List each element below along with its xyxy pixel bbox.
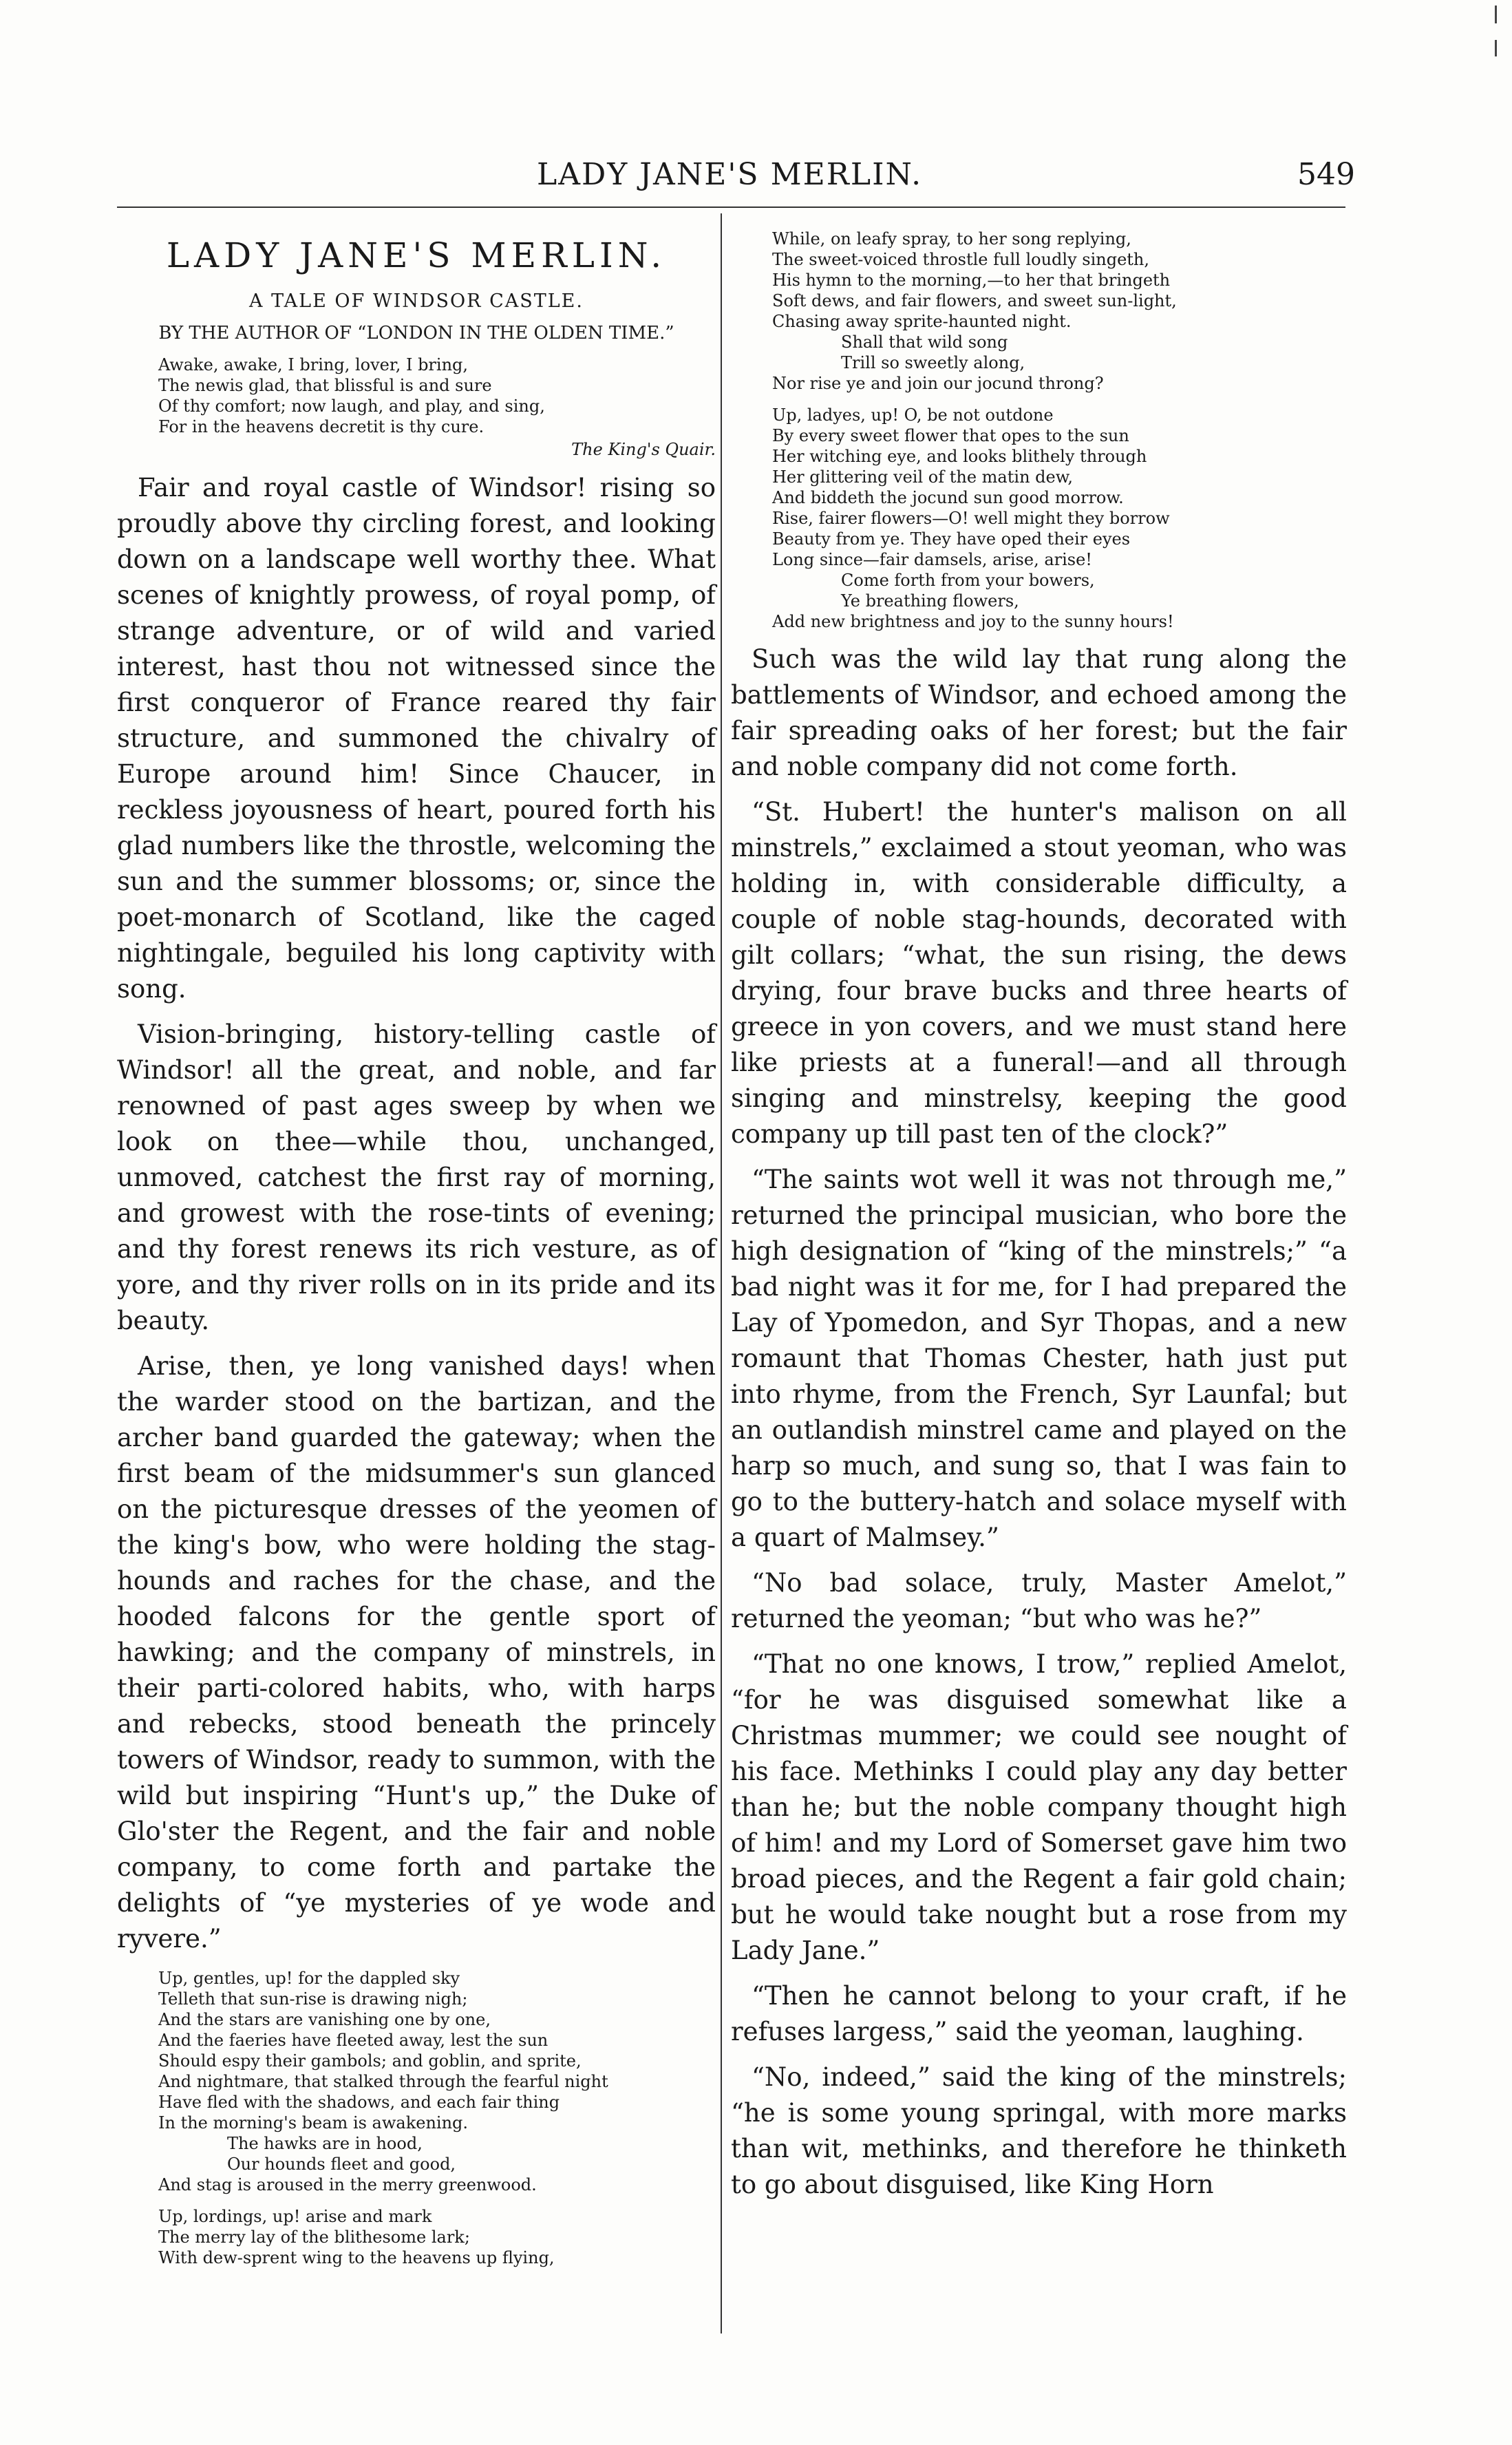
column-rule [721, 213, 722, 2333]
song-stanza [731, 229, 1347, 394]
article-title: LADY JANE'S MERLIN. [166, 235, 667, 275]
verse-line: Up, gentles, up! for the dappled sky [158, 1969, 460, 1988]
verse-line: The newis glad, that blissful is and sure [158, 376, 492, 395]
running-head: LADY JANE'S MERLIN. [537, 157, 923, 192]
paragraph: “No, indeed,” said the king of the minstrels; “he is some young springal, with more marks than wit, methinks, and therefore he thinketh to go about disguised, like King Horn [731, 2062, 1347, 2199]
verse-line: While, on leafy spray, to her song replying, [772, 229, 1131, 248]
verse-line: And the faeries have fleeted away, lest the sun [158, 2031, 549, 2050]
verse-line: The sweet-voiced throstle full loudly singeth, [772, 250, 1150, 269]
verse-line: Up, ladyes, up! O, be not outdone [772, 405, 1054, 425]
verse-line: Awake, awake, I bring, lover, I bring, [158, 355, 469, 374]
right-column [731, 220, 1347, 2203]
verse-line: His hymn to the morning,—to her that bringeth [772, 271, 1171, 290]
paragraph: Fair and royal castle of Windsor! rising so proudly above thy circling forest, and looking down on a landscape well worthy thee. What scenes of knightly prowess, of royal pomp, of strange adventure, or of wild and varied interest, hast thou not witnessed since the first conqueror of France reared thy fair structure, and summoned the chivalry of Europe around him! Since Chaucer, in reckless joyousness of heart, poured forth his glad numbers like the throstle, welcoming the sun and the summer blossoms; or, since the poet-monarch of Scotland, like the caged nightingale, beguiled his long captivity with song. [117, 473, 716, 1004]
epigraph [117, 354, 716, 437]
verse-line: Beauty from ye. They have oped their eyes [772, 529, 1131, 549]
margin-mark [1495, 40, 1497, 56]
verse-line: With dew-sprent wing to the heavens up flying, [158, 2248, 555, 2267]
epigraph-source: The King's Quair. [571, 440, 716, 459]
verse-line: Our hounds fleet and good, [227, 2155, 456, 2174]
verse-line: Of thy comfort; now laugh, and play, and sing, [158, 396, 545, 416]
verse-line: The merry lay of the blithesome lark; [158, 2227, 470, 2247]
paragraph: Vision-bringing, history-telling castle of Windsor! all the great, and noble, and far renowned of past ages sweep by when we look on thee—while thou, unchanged, unmoved, catchest the first ray of morning, and growest with the rose-tints of evening; and thy forest renews its rich vesture, as of yore, and thy river rolls on in its pride and its beauty. [117, 1019, 716, 1335]
song-stanza [117, 2206, 716, 2268]
verse-line: Up, lordings, up! arise and mark [158, 2207, 432, 2226]
verse-line: Long since—fair damsels, arise, arise! [772, 550, 1092, 569]
verse-line: Should espy their gambols; and goblin, and sprite, [158, 2051, 582, 2071]
verse-line: In the morning's beam is awakening. [158, 2113, 469, 2132]
left-column [117, 220, 716, 2268]
paragraph: Arise, then, ye long vanished days! when the warder stood on the bartizan, and the archer band guarded the gateway; when the first beam of the midsummer's sun glanced on the picturesque dresses of the yeomen of the king's bow, who were holding the stag-hounds and raches for the chase, and the hooded falcons for the gentle sport of hawking; and the company of minstrels, in their parti-colored habits, who, with harps and rebecks, stood beneath the princely towers of Windsor, ready to summon, with the wild but inspiring “Hunt's up,” the Duke of Glo'ster the Regent, and the fair and noble company, to come forth and partake the delights of “ye mysteries of ye wode and ryvere.” [117, 1351, 716, 1954]
page-number: 549 [1297, 157, 1355, 192]
verse-line: And nightmare, that stalked through the fearful night [158, 2072, 608, 2091]
header-rule [117, 207, 1345, 208]
song-stanza [117, 1968, 716, 2195]
verse-line: Rise, fairer flowers—O! well might they borrow [772, 509, 1170, 528]
article-author: BY THE AUTHOR OF “LONDON IN THE OLDEN TIME.” [158, 323, 674, 343]
paragraph: “Then he cannot belong to your craft, if he refuses largess,” said the yeoman, laughing. [731, 1981, 1347, 2046]
verse-line: And stag is aroused in the merry greenwood. [158, 2175, 537, 2194]
verse-line: For in the heavens decretit is thy cure. [158, 417, 485, 436]
verse-line: Telleth that sun-rise is drawing nigh; [158, 1989, 468, 2009]
verse-line: Trill so sweetly along, [841, 353, 1025, 372]
paragraph: Such was the wild lay that rung along the battlements of Windsor, and echoed among the fair spreading oaks of her forest; but the fair and noble company did not come forth. [731, 644, 1347, 781]
verse-line: Shall that wild song [841, 332, 1008, 352]
paragraph: “The saints wot well it was not through me,” returned the principal musician, who bore the high designation of “king of the minstrels;” “a bad night was it for me, for I had prepared the Lay of Ypomedon, and Syr Thopas, and a new romaunt that Thomas Chester, hath just put into rhyme, from the French, Syr Launfal; but an outlandish minstrel came and played on the harp so much, and sung so, that I was fain to go to the buttery-hatch and solace myself with a quart of Malmsey.” [731, 1165, 1347, 1552]
song-stanza [731, 405, 1347, 632]
verse-line: Soft dews, and fair flowers, and sweet sun-light, [772, 291, 1177, 310]
verse-line: And biddeth the jocund sun good morrow. [772, 488, 1124, 507]
verse-line: Her glittering veil of the matin dew, [772, 467, 1074, 487]
verse-line: The hawks are in hood, [227, 2134, 423, 2153]
paragraph: “St. Hubert! the hunter's malison on all minstrels,” exclaimed a stout yeoman, who was holding in, with considerable difficulty, a couple of noble stag-hounds, decorated with gilt collars; “what, the sun rising, the dews drying, four brave bucks and three hearts of greece in yon covers, and we must stand here like priests at a funeral!—and all through singing and minstrelsy, keeping the good company up till past ten of the clock?” [731, 797, 1347, 1149]
verse-line: Chasing away sprite-haunted night. [772, 312, 1072, 331]
verse-line: Add new brightness and joy to the sunny hours! [772, 612, 1174, 631]
article-subtitle: A TALE OF WINDSOR CASTLE. [249, 290, 584, 312]
paragraph: “No bad solace, truly, Master Amelot,” returned the yeoman; “but who was he?” [731, 1568, 1347, 1633]
verse-line: Ye breathing flowers, [841, 591, 1019, 611]
verse-line: And the stars are vanishing one by one, [158, 2010, 491, 2029]
margin-mark [1495, 6, 1497, 23]
verse-line: Nor rise ye and join our jocund throng? [772, 374, 1104, 393]
verse-line: Come forth from your bowers, [841, 571, 1095, 590]
verse-line: Her witching eye, and looks blithely through [772, 447, 1147, 466]
verse-line: Have fled with the shadows, and each fair thing [158, 2093, 560, 2112]
paragraph: “That no one knows, I trow,” replied Amelot, “for he was disguised somewhat like a Christmas mummer; we could see nought of his face. Methinks I could play any day better than he; but the noble company thought high of him! and my Lord of Somerset gave him two broad pieces, and the Regent a fair gold chain; but he would take nought but a rose from my Lady Jane.” [731, 1649, 1347, 1965]
verse-line: By every sweet flower that opes to the sun [772, 426, 1129, 445]
